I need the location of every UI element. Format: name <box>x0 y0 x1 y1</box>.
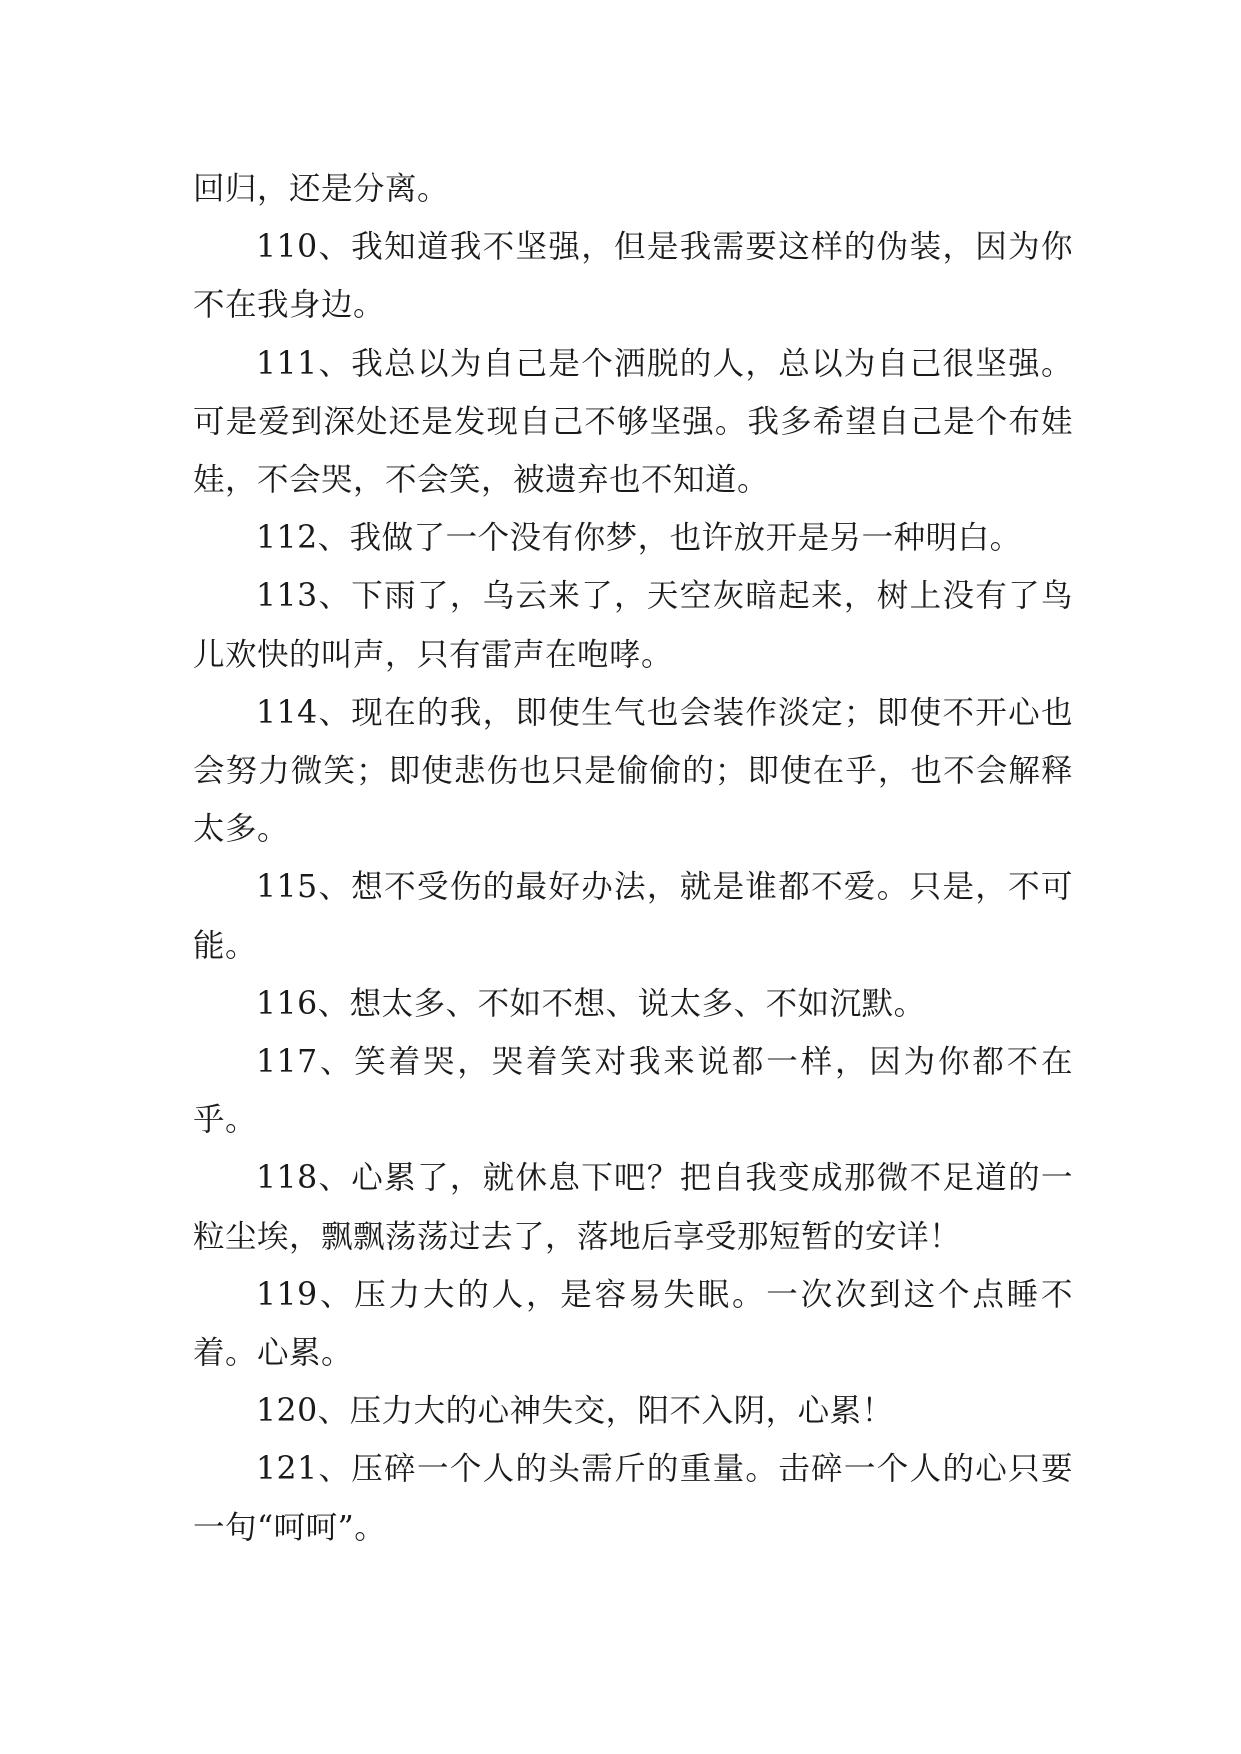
paragraph: 110、我知道我不坚强，但是我需要这样的伪装，因为你不在我身边。 <box>193 229 1073 324</box>
paragraph: 111、我总以为自己是个洒脱的人，总以为自己很坚强。可是爱到深处还是发现自己不够坚强。我多希望自己是个布娃娃，不会哭，不会笑，被遗弃也不知道。 <box>193 345 1073 499</box>
paragraph: 114、现在的我，即使生气也会装作淡定；即使不开心也会努力微笑；即使悲伤也只是偷偷的；即使在乎，也不会解释太多。 <box>193 694 1073 848</box>
paragraph: 120、压力大的心神失交，阳不入阴，心累！ <box>256 1393 894 1430</box>
paragraph: 118、心累了，就休息下吧？把自我变成那微不足道的一粒尘埃，飘飘荡荡过去了，落地后享受那短暂的安详！ <box>193 1160 1073 1255</box>
paragraph: 115、想不受伤的最好办法，就是谁都不爱。只是，不可能。 <box>193 869 1073 964</box>
paragraph: 116、想太多、不如不想、说太多、不如沉默。 <box>256 985 926 1022</box>
paragraph: 回归，还是分离。 <box>193 171 450 207</box>
paragraph: 117、笑着哭，哭着笑对我来说都一样，因为你都不在乎。 <box>193 1044 1073 1139</box>
paragraph: 112、我做了一个没有你梦，也许放开是另一种明白。 <box>256 520 1022 557</box>
document-body <box>193 160 1073 1557</box>
paragraph: 113、下雨了，乌云来了，天空灰暗起来，树上没有了鸟儿欢快的叫声，只有雷声在咆哮。 <box>193 578 1073 673</box>
paragraph: 119、压力大的人，是容易失眠。一次次到这个点睡不着。心累。 <box>193 1276 1073 1372</box>
paragraph: 121、压碎一个人的头需斤的重量。击碎一个人的心只要一句“呵呵”。 <box>193 1451 1073 1546</box>
